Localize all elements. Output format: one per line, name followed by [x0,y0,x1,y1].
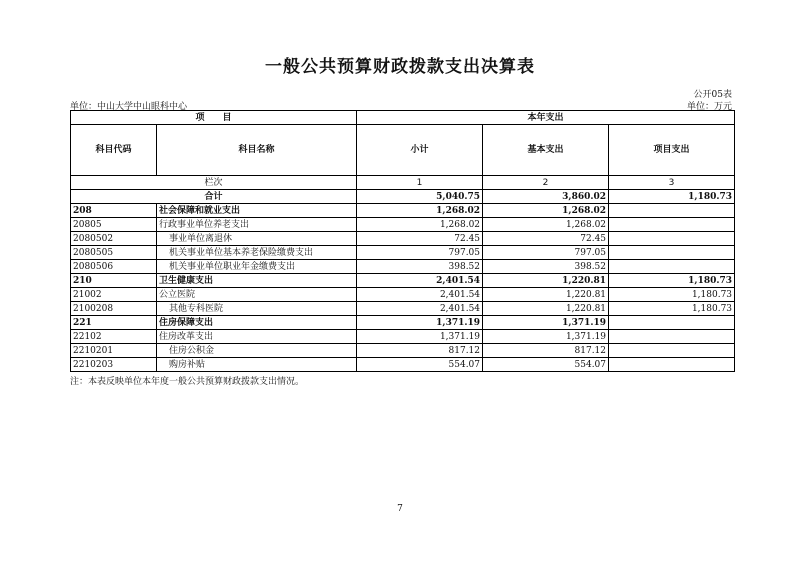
table-row [71,274,735,288]
header-year-expenditure: 本年支出 [357,111,735,125]
row-project: 1,180.73 [609,302,735,316]
row-name: 事业单位离退休 [157,232,357,246]
header-project: 项目支出 [609,125,735,176]
row-basic: 1,268.02 [483,204,609,218]
row-code: 221 [71,316,157,330]
table-row [71,288,735,302]
row-project [609,316,735,330]
row-code: 22102 [71,330,157,344]
row-basic: 817.12 [483,344,609,358]
row-basic: 1,268.02 [483,218,609,232]
header-subtotal: 小计 [357,125,483,176]
row-name: 行政事业单位养老支出 [157,218,357,232]
row-basic: 1,220.81 [483,288,609,302]
table-row [71,330,735,344]
row-subtotal: 2,401.54 [357,274,483,288]
row-name: 住房改革支出 [157,330,357,344]
column-number-3: 3 [609,176,735,190]
row-name: 住房保障支出 [157,316,357,330]
row-subtotal: 1,371.19 [357,316,483,330]
row-code: 2210201 [71,344,157,358]
table-row [71,246,735,260]
row-name: 卫生健康支出 [157,274,357,288]
row-project [609,358,735,372]
table-row [71,260,735,274]
row-project [609,344,735,358]
row-code: 210 [71,274,157,288]
row-name: 其他专科医院 [157,302,357,316]
expenditure-table [70,110,735,372]
column-number-1: 1 [357,176,483,190]
organization-unit: 单位：中山大学中山眼科中心 [70,102,188,112]
row-project [609,232,735,246]
header-row-2 [71,125,735,176]
row-project [609,246,735,260]
column-number-label: 栏次 [71,176,357,190]
table-row [71,316,735,330]
row-project: 1,180.73 [609,288,735,302]
row-code: 2080502 [71,232,157,246]
row-name: 机关事业单位职业年金缴费支出 [157,260,357,274]
row-basic: 1,220.81 [483,302,609,316]
table-number: 公开05表 [693,90,732,100]
table-row [71,232,735,246]
row-code: 2080506 [71,260,157,274]
total-label: 合计 [71,190,357,204]
row-name: 公立医院 [157,288,357,302]
row-subtotal: 72.45 [357,232,483,246]
row-basic: 72.45 [483,232,609,246]
row-basic: 398.52 [483,260,609,274]
row-project: 1,180.73 [609,274,735,288]
total-basic: 3,860.02 [483,190,609,204]
row-code: 2080505 [71,246,157,260]
row-basic: 797.05 [483,246,609,260]
row-name: 机关事业单位基本养老保险缴费支出 [157,246,357,260]
row-basic: 1,220.81 [483,274,609,288]
table-row [71,302,735,316]
header-name: 科目名称 [157,125,357,176]
row-subtotal: 2,401.54 [357,302,483,316]
header-code: 科目代码 [71,125,157,176]
table-row [71,344,735,358]
header-basic: 基本支出 [483,125,609,176]
row-code: 208 [71,204,157,218]
row-project [609,330,735,344]
total-subtotal: 5,040.75 [357,190,483,204]
row-subtotal: 817.12 [357,344,483,358]
row-subtotal: 398.52 [357,260,483,274]
row-basic: 1,371.19 [483,330,609,344]
row-name: 购房补贴 [157,358,357,372]
row-basic: 1,371.19 [483,316,609,330]
row-subtotal: 2,401.54 [357,288,483,302]
table-note: 注：本表反映单位本年度一般公共预算财政拨款支出情况。 [70,377,305,387]
row-code: 2210203 [71,358,157,372]
currency-unit: 单位：万元 [686,102,732,112]
row-project [609,218,735,232]
page-title: 一般公共预算财政拨款支出决算表 [265,57,535,77]
row-subtotal: 1,268.02 [357,218,483,232]
row-code: 20805 [71,218,157,232]
row-name: 住房公积金 [157,344,357,358]
header-row-1 [71,111,735,125]
row-code: 2100208 [71,302,157,316]
column-number-2: 2 [483,176,609,190]
row-subtotal: 554.07 [357,358,483,372]
row-name: 社会保障和就业支出 [157,204,357,218]
page-number: 7 [397,504,403,514]
total-row [71,190,735,204]
header-item: 项 目 [71,111,357,125]
row-project [609,260,735,274]
row-code: 21002 [71,288,157,302]
row-project [609,204,735,218]
table-row [71,358,735,372]
row-basic: 554.07 [483,358,609,372]
column-number-row [71,176,735,190]
total-project: 1,180.73 [609,190,735,204]
row-subtotal: 1,371.19 [357,330,483,344]
table-row [71,204,735,218]
table-row [71,218,735,232]
row-subtotal: 1,268.02 [357,204,483,218]
row-subtotal: 797.05 [357,246,483,260]
